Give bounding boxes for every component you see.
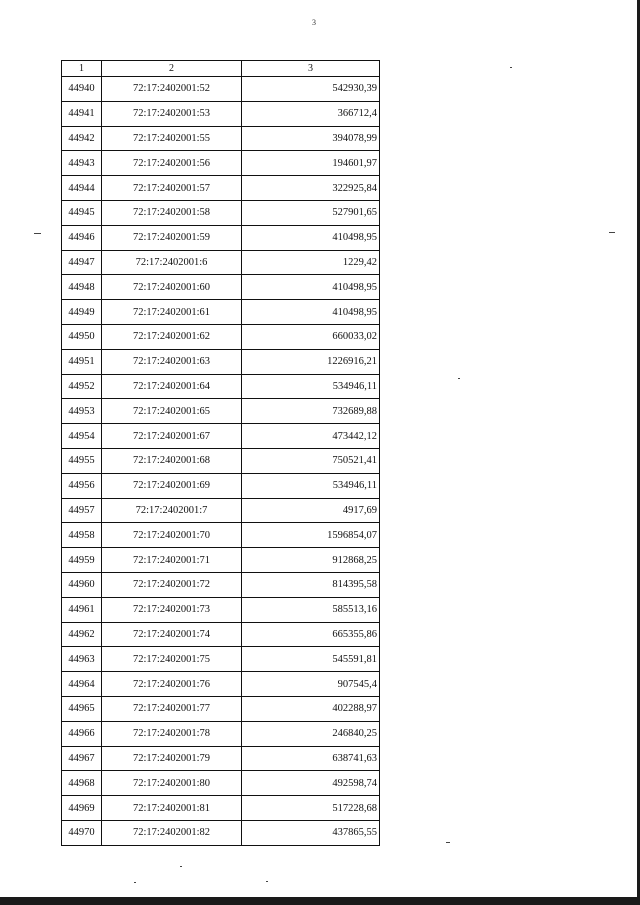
row-number-cell: 44950	[62, 324, 102, 349]
table-row	[62, 200, 380, 225]
table-row	[62, 746, 380, 771]
table-row	[62, 374, 380, 399]
value-cell: 322925,84	[242, 176, 380, 201]
table-row	[62, 473, 380, 498]
row-number-cell: 44952	[62, 374, 102, 399]
value-cell: 638741,63	[242, 746, 380, 771]
row-number-cell: 44947	[62, 250, 102, 275]
row-number-cell: 44953	[62, 399, 102, 424]
value-cell: 665355,86	[242, 622, 380, 647]
table-row	[62, 721, 380, 746]
value-cell: 1229,42	[242, 250, 380, 275]
cadastral-number-cell: 72:17:2402001:68	[102, 448, 242, 473]
table-row	[62, 151, 380, 176]
page-marker: 3	[312, 18, 316, 27]
cadastral-number-cell: 72:17:2402001:73	[102, 597, 242, 622]
cadastral-number-cell: 72:17:2402001:64	[102, 374, 242, 399]
value-cell: 1226916,21	[242, 349, 380, 374]
table-row	[62, 399, 380, 424]
value-cell: 402288,97	[242, 696, 380, 721]
row-number-cell: 44961	[62, 597, 102, 622]
value-cell: 534946,11	[242, 473, 380, 498]
cadastral-number-cell: 72:17:2402001:60	[102, 275, 242, 300]
cadastral-number-cell: 72:17:2402001:52	[102, 77, 242, 102]
value-cell: 410498,95	[242, 300, 380, 325]
cadastral-number-cell: 72:17:2402001:82	[102, 820, 242, 845]
table-body	[62, 77, 380, 846]
cadastral-number-cell: 72:17:2402001:63	[102, 349, 242, 374]
cadastral-number-cell: 72:17:2402001:81	[102, 796, 242, 821]
table-row	[62, 349, 380, 374]
value-cell: 534946,11	[242, 374, 380, 399]
table-row	[62, 250, 380, 275]
row-number-cell: 44957	[62, 498, 102, 523]
cadastral-number-cell: 72:17:2402001:58	[102, 200, 242, 225]
value-cell: 1596854,07	[242, 523, 380, 548]
row-number-cell: 44944	[62, 176, 102, 201]
cadastral-number-cell: 72:17:2402001:59	[102, 225, 242, 250]
table-row	[62, 275, 380, 300]
cadastral-number-cell: 72:17:2402001:55	[102, 126, 242, 151]
row-number-cell: 44943	[62, 151, 102, 176]
value-cell: 907545,4	[242, 672, 380, 697]
value-cell: 732689,88	[242, 399, 380, 424]
cadastral-number-cell: 72:17:2402001:57	[102, 176, 242, 201]
value-cell: 410498,95	[242, 225, 380, 250]
table-row	[62, 572, 380, 597]
cadastral-number-cell: 72:17:2402001:70	[102, 523, 242, 548]
cadastral-number-cell: 72:17:2402001:71	[102, 548, 242, 573]
scan-speck	[458, 378, 460, 379]
value-cell: 246840,25	[242, 721, 380, 746]
cadastral-number-cell: 72:17:2402001:72	[102, 572, 242, 597]
cadastral-number-cell: 72:17:2402001:74	[102, 622, 242, 647]
scan-speck	[446, 842, 450, 843]
header-cell-1: 1	[62, 61, 102, 77]
cadastral-number-cell: 72:17:2402001:62	[102, 324, 242, 349]
row-number-cell: 44941	[62, 101, 102, 126]
table-row	[62, 820, 380, 845]
value-cell: 527901,65	[242, 200, 380, 225]
row-number-cell: 44948	[62, 275, 102, 300]
cadastral-number-cell: 72:17:2402001:77	[102, 696, 242, 721]
value-cell: 517228,68	[242, 796, 380, 821]
row-number-cell: 44958	[62, 523, 102, 548]
value-cell: 492598,74	[242, 771, 380, 796]
row-number-cell: 44968	[62, 771, 102, 796]
cadastral-number-cell: 72:17:2402001:53	[102, 101, 242, 126]
table-row	[62, 696, 380, 721]
row-number-cell: 44964	[62, 672, 102, 697]
value-cell: 660033,02	[242, 324, 380, 349]
table-row	[62, 796, 380, 821]
table-row	[62, 225, 380, 250]
value-cell: 473442,12	[242, 424, 380, 449]
table-row	[62, 77, 380, 102]
registry-table	[61, 60, 380, 846]
scan-speck	[134, 882, 136, 883]
table-row	[62, 324, 380, 349]
scan-speck	[180, 866, 182, 867]
table-row	[62, 176, 380, 201]
table-row	[62, 448, 380, 473]
row-number-cell: 44965	[62, 696, 102, 721]
value-cell: 194601,97	[242, 151, 380, 176]
table-row	[62, 771, 380, 796]
cadastral-number-cell: 72:17:2402001:69	[102, 473, 242, 498]
row-number-cell: 44956	[62, 473, 102, 498]
row-number-cell: 44940	[62, 77, 102, 102]
row-number-cell: 44962	[62, 622, 102, 647]
scan-edge-bottom	[0, 897, 640, 905]
table-row	[62, 424, 380, 449]
row-number-cell: 44969	[62, 796, 102, 821]
cadastral-number-cell: 72:17:2402001:65	[102, 399, 242, 424]
row-number-cell: 44946	[62, 225, 102, 250]
table-row	[62, 300, 380, 325]
row-number-cell: 44959	[62, 548, 102, 573]
table-row	[62, 622, 380, 647]
table-row	[62, 126, 380, 151]
value-cell: 437865,55	[242, 820, 380, 845]
scan-speck	[34, 233, 41, 234]
cadastral-number-cell: 72:17:2402001:78	[102, 721, 242, 746]
value-cell: 394078,99	[242, 126, 380, 151]
value-cell: 410498,95	[242, 275, 380, 300]
row-number-cell: 44942	[62, 126, 102, 151]
row-number-cell: 44963	[62, 647, 102, 672]
cadastral-number-cell: 72:17:2402001:67	[102, 424, 242, 449]
cadastral-number-cell: 72:17:2402001:7	[102, 498, 242, 523]
value-cell: 585513,16	[242, 597, 380, 622]
row-number-cell: 44949	[62, 300, 102, 325]
value-cell: 542930,39	[242, 77, 380, 102]
table-row	[62, 597, 380, 622]
scan-speck	[510, 67, 512, 68]
header-row	[62, 61, 380, 77]
value-cell: 750521,41	[242, 448, 380, 473]
row-number-cell: 44960	[62, 572, 102, 597]
value-cell: 4917,69	[242, 498, 380, 523]
row-number-cell: 44955	[62, 448, 102, 473]
row-number-cell: 44967	[62, 746, 102, 771]
cadastral-number-cell: 72:17:2402001:76	[102, 672, 242, 697]
cadastral-number-cell: 72:17:2402001:6	[102, 250, 242, 275]
row-number-cell: 44951	[62, 349, 102, 374]
header-cell-3: 3	[242, 61, 380, 77]
scan-speck	[266, 881, 268, 882]
value-cell: 912868,25	[242, 548, 380, 573]
row-number-cell: 44970	[62, 820, 102, 845]
cadastral-number-cell: 72:17:2402001:75	[102, 647, 242, 672]
table-row	[62, 498, 380, 523]
value-cell: 814395,58	[242, 572, 380, 597]
table-row	[62, 101, 380, 126]
table-header	[62, 61, 380, 77]
cadastral-number-cell: 72:17:2402001:61	[102, 300, 242, 325]
cadastral-number-cell: 72:17:2402001:80	[102, 771, 242, 796]
table-row	[62, 672, 380, 697]
cadastral-number-cell: 72:17:2402001:56	[102, 151, 242, 176]
row-number-cell: 44966	[62, 721, 102, 746]
table-row	[62, 523, 380, 548]
header-cell-2: 2	[102, 61, 242, 77]
scan-speck	[609, 232, 615, 233]
table-row	[62, 647, 380, 672]
row-number-cell: 44945	[62, 200, 102, 225]
row-number-cell: 44954	[62, 424, 102, 449]
value-cell: 366712,4	[242, 101, 380, 126]
cadastral-number-cell: 72:17:2402001:79	[102, 746, 242, 771]
table-row	[62, 548, 380, 573]
value-cell: 545591,81	[242, 647, 380, 672]
